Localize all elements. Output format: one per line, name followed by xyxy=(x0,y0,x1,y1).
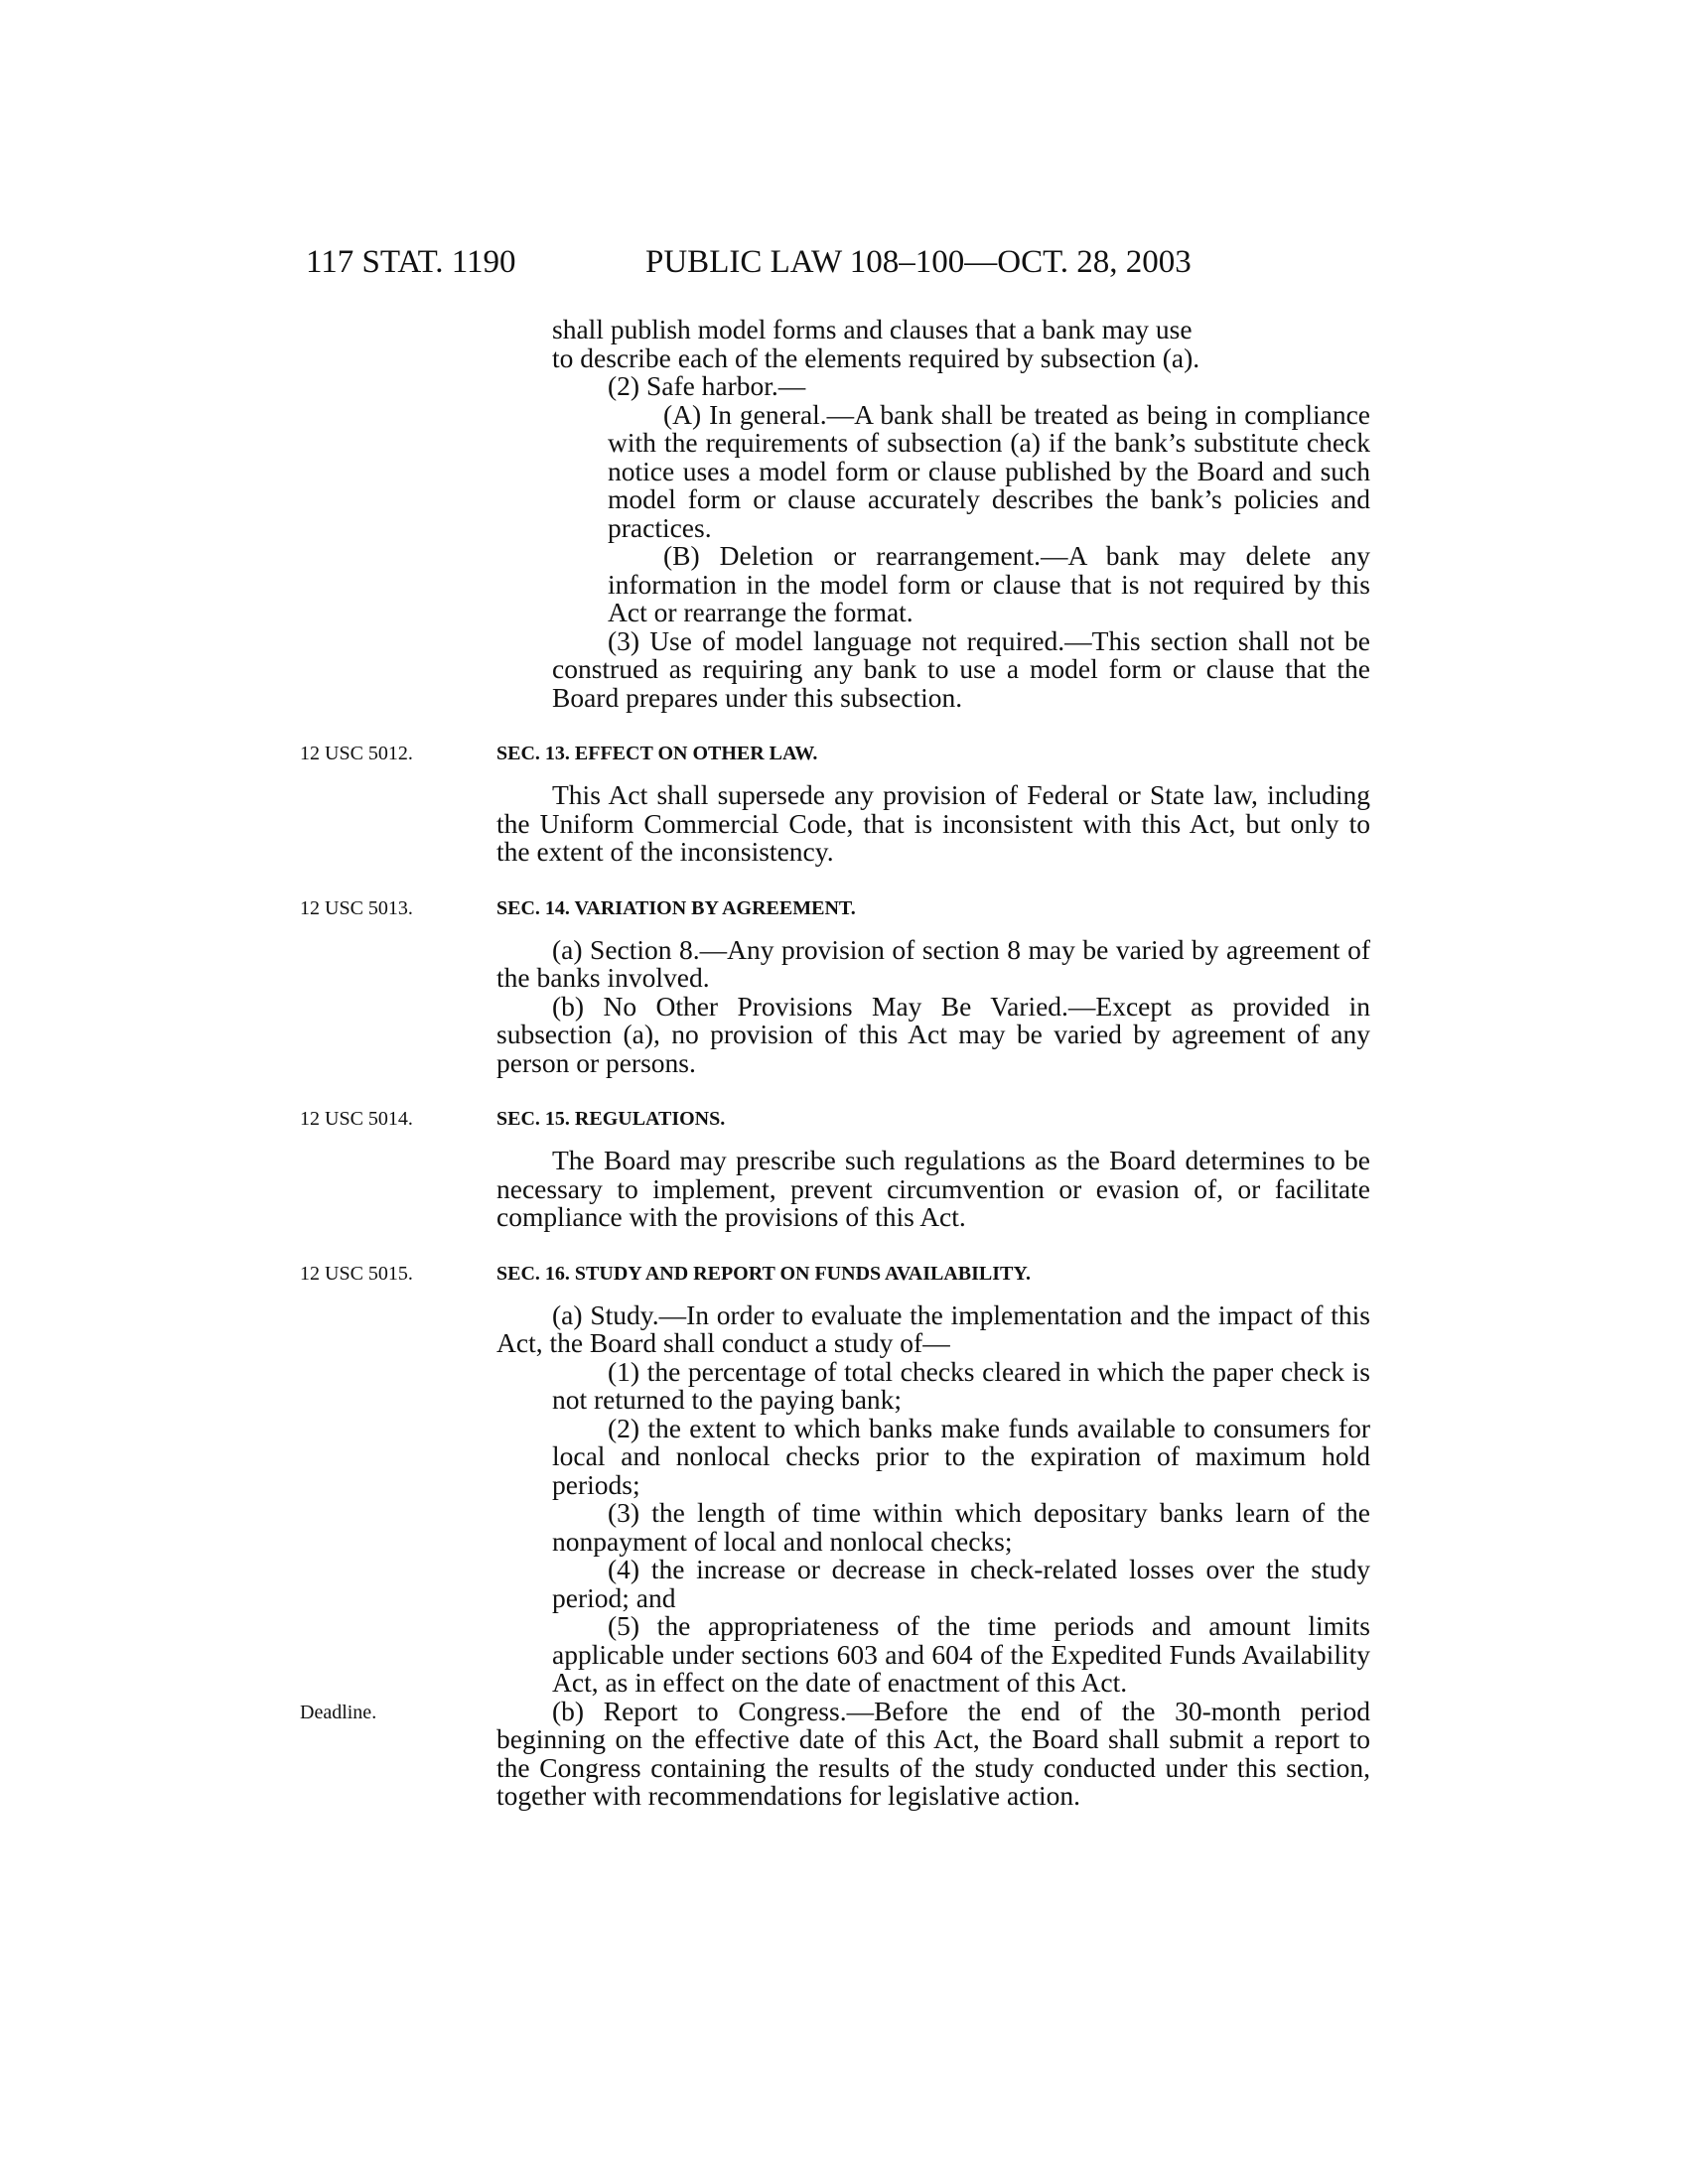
study-item-5: (5) the appropriateness of the time periods and amount limits applicable under sections 603 and 604 of the Expedited Funds Availability Act, as in effect on the date of enactment of this Act. xyxy=(552,1610,1370,1698)
section-14-a: (a) Section 8.—Any provision of section 8 may be varied by agreement of the banks involved. xyxy=(496,933,1370,993)
study-item-4: (4) the increase or decrease in check-related losses over the study period; and xyxy=(552,1554,1370,1613)
use-of-model-paragraph: (3) Use of model language not required.—This section shall not be construed as requiring any bank to use a model form or clause that the Board prepares under this subsection. xyxy=(552,624,1370,713)
section-13-text: This Act shall supersede any provision of Federal or State law, including the Uniform Commercial Code, that is inconsistent with this Act, but only to the extent of the inconsistency. xyxy=(496,779,1370,867)
section-14-heading xyxy=(300,894,1370,922)
usc-note-5014: 12 USC 5014. xyxy=(300,1108,413,1130)
safe-harbor-heading: (2) Safe harbor.— xyxy=(608,370,806,401)
section-13-title: SEC. 13. EFFECT ON OTHER LAW. xyxy=(496,743,818,764)
section-16-title: SEC. 16. STUDY AND REPORT ON FUNDS AVAILABILITY. xyxy=(496,1262,1031,1285)
page-header xyxy=(0,244,1688,288)
deletion-paragraph: (B) Deletion or rearrangement.—A bank may delete any information in the model form or clause that is not required by this Act or rearrange the format. xyxy=(608,540,1370,627)
section-16-heading xyxy=(300,1260,1370,1288)
section-16-a: (a) Study.—In order to evaluate the implementation and the impact of this Act, the Board shall conduct a study of— xyxy=(496,1298,1370,1358)
continuation-line-2: to describe each of the elements required by subsection (a). xyxy=(552,341,1200,373)
section-14-b: (b) No Other Provisions May Be Varied.—Except as provided in subsection (a), no provision of this Act may be varied by agreement of any person or persons. xyxy=(496,990,1370,1078)
document-body xyxy=(300,314,1370,1811)
study-item-2: (2) the extent to which banks make funds available to consumers for local and nonlocal checks prior to the expiration of maximum hold periods; xyxy=(552,1412,1370,1500)
report-to-congress-block xyxy=(300,1695,1370,1811)
deadline-note: Deadline. xyxy=(300,1701,377,1723)
study-item-1: (1) the percentage of total checks cleared in which the paper check is not returned to the paying bank; xyxy=(552,1355,1370,1415)
stat-page-number: 117 STAT. 1190 xyxy=(306,244,516,280)
study-item-3: (3) the length of time within which depositary banks learn of the nonpayment of local and nonlocal checks; xyxy=(552,1497,1370,1557)
public-law-citation: PUBLIC LAW 108–100—OCT. 28, 2003 xyxy=(645,244,1192,280)
continuation-line-1: shall publish model forms and clauses that a bank may use xyxy=(552,314,1193,344)
section-15-text: The Board may prescribe such regulations as the Board determines to be necessary to implement, prevent circumvention or evasion of, or facilitate compliance with the provisions of this Act. xyxy=(496,1145,1370,1232)
usc-note-5012: 12 USC 5012. xyxy=(300,743,413,764)
in-general-paragraph: (A) In general.—A bank shall be treated as being in compliance with the requirements of subsection (a) if the bank’s substitute check notice uses a model form or clause published by the Board and such model form or clause accurately describes the bank’s policies and practices. xyxy=(608,398,1370,543)
usc-note-5013: 12 USC 5013. xyxy=(300,896,413,919)
section-16-b: (b) Report to Congress.—Before the end of the 30-month period beginning on the effective date of this Act, the Board shall submit a report to the Congress containing the results of the study conducted under this section, together with recommendations for legislative action. xyxy=(496,1695,1370,1811)
section-15-heading xyxy=(300,1105,1370,1133)
section-13-heading xyxy=(300,740,1370,767)
usc-note-5015: 12 USC 5015. xyxy=(300,1262,413,1285)
section-15-title: SEC. 15. REGULATIONS. xyxy=(496,1108,726,1130)
section-14-title: SEC. 14. VARIATION BY AGREEMENT. xyxy=(496,896,856,919)
